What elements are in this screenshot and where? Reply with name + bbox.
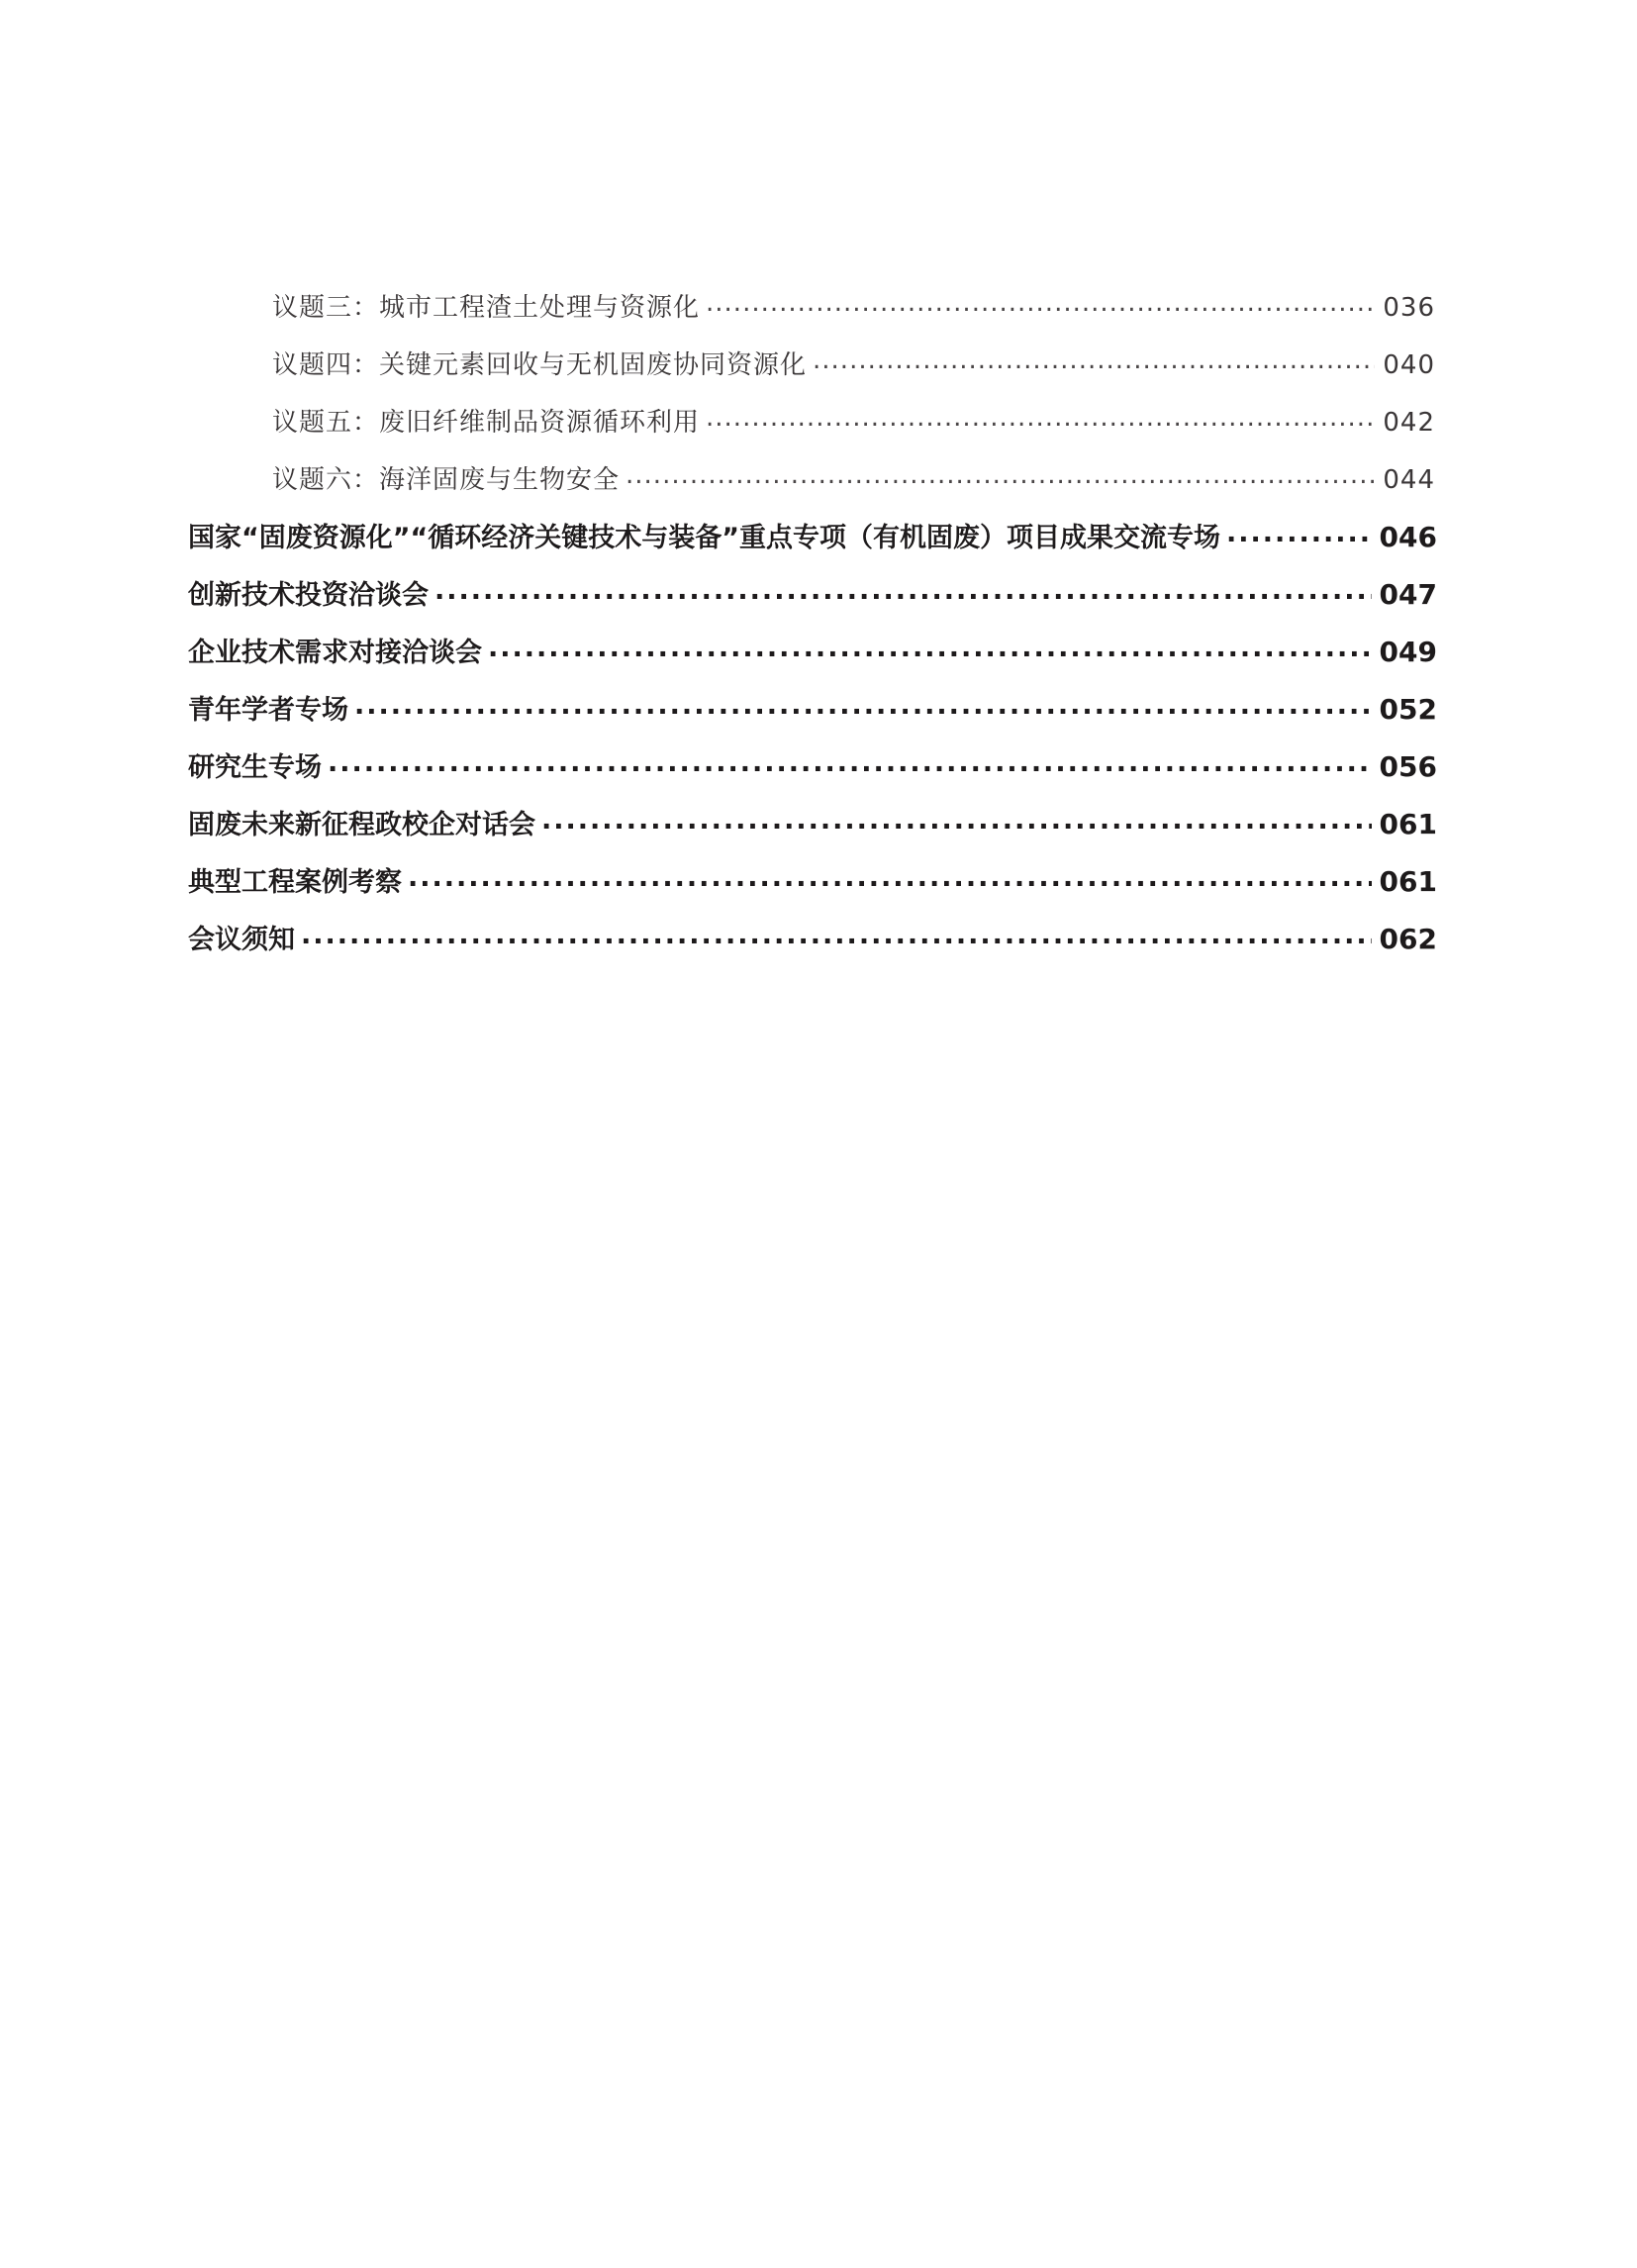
toc-entry-title: 创新技术投资洽谈会 bbox=[188, 580, 429, 611]
toc-page-number: 042 bbox=[1383, 408, 1435, 438]
toc-dot-leader bbox=[626, 462, 1375, 488]
toc-dot-leader bbox=[408, 864, 1372, 891]
toc-entry-title: 典型工程案例考察 bbox=[188, 867, 402, 898]
toc-page-number: 056 bbox=[1379, 750, 1437, 783]
toc-dot-leader bbox=[541, 807, 1372, 834]
toc-entry-title: 议题四：关键元素回收与无机固废协同资源化 bbox=[272, 350, 808, 380]
toc-page-number: 061 bbox=[1379, 865, 1437, 898]
toc-dot-leader bbox=[488, 635, 1372, 661]
toc-page-number: 062 bbox=[1379, 923, 1437, 955]
toc-entry-title: 企业技术需求对接洽谈会 bbox=[188, 638, 482, 668]
toc-entry-title: 会议须知 bbox=[188, 925, 295, 955]
toc-entry-enterprise-demand-matching[interactable] bbox=[188, 631, 1437, 669]
toc-page-number: 052 bbox=[1379, 693, 1437, 726]
toc-entry-title: 议题五：废旧纤维制品资源循环利用 bbox=[272, 408, 701, 438]
toc-entry-graduate-students[interactable] bbox=[188, 745, 1437, 784]
toc-page-number: 046 bbox=[1379, 521, 1437, 553]
toc-dot-leader bbox=[706, 405, 1375, 431]
toc-page-number: 044 bbox=[1383, 465, 1435, 495]
toc-entry-title: 议题三：城市工程渣土处理与资源化 bbox=[272, 293, 701, 323]
toc-dot-leader bbox=[354, 692, 1372, 719]
toc-dot-leader bbox=[328, 749, 1372, 776]
toc-entry-topic-4[interactable] bbox=[272, 345, 1435, 381]
toc-page-number: 049 bbox=[1379, 636, 1437, 668]
toc-entry-case-inspection[interactable] bbox=[188, 860, 1437, 899]
toc-entry-title: 研究生专场 bbox=[188, 752, 322, 783]
toc-entry-title: 青年学者专场 bbox=[188, 695, 348, 726]
toc-entry-investment-negotiation[interactable] bbox=[188, 573, 1437, 612]
toc-entry-topic-3[interactable] bbox=[272, 287, 1435, 324]
toc-entry-project-exchange-session[interactable] bbox=[188, 516, 1437, 554]
toc-dot-leader bbox=[301, 922, 1372, 948]
toc-entry-dialogue-forum[interactable] bbox=[188, 803, 1437, 841]
toc-page-number: 040 bbox=[1383, 350, 1435, 380]
toc-dot-leader bbox=[1226, 520, 1372, 546]
toc-entry-topic-5[interactable] bbox=[272, 402, 1435, 439]
toc-entry-topic-6[interactable] bbox=[272, 459, 1435, 496]
toc-page-number: 036 bbox=[1383, 293, 1435, 323]
toc-entry-young-scholars[interactable] bbox=[188, 688, 1437, 727]
toc-entry-title: 议题六：海洋固废与生物安全 bbox=[272, 465, 621, 495]
toc-entry-title: 国家“固废资源化”“循环经济关键技术与装备”重点专项（有机固废）项目成果交流专场 bbox=[188, 523, 1220, 553]
toc-dot-leader bbox=[434, 577, 1372, 604]
toc-dot-leader bbox=[813, 347, 1375, 373]
toc-page-number: 061 bbox=[1379, 808, 1437, 840]
toc-page-number: 047 bbox=[1379, 578, 1437, 611]
toc-entry-title: 固废未来新征程政校企对话会 bbox=[188, 810, 535, 840]
toc-entry-meeting-notice[interactable] bbox=[188, 918, 1437, 956]
toc-dot-leader bbox=[706, 290, 1375, 316]
